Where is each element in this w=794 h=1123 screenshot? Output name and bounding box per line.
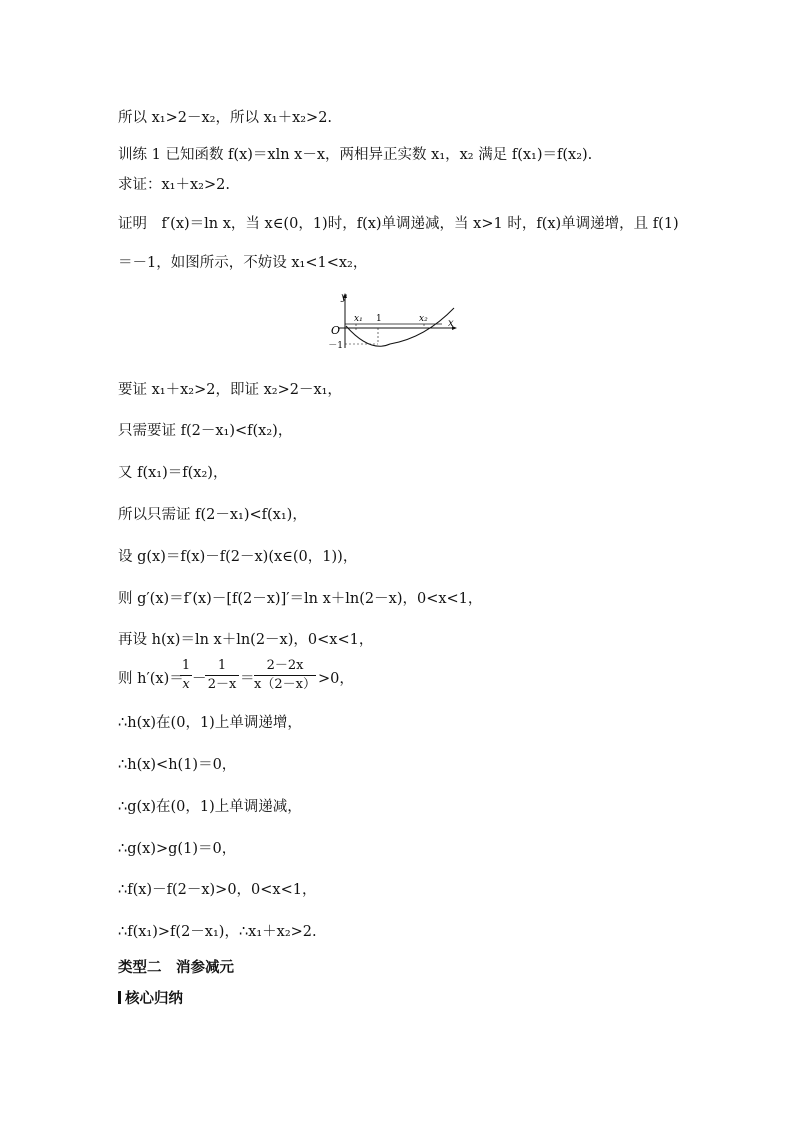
proof-line-12: ∴h(x)<h(1)＝0， — [118, 757, 237, 773]
x-axis-label: x — [448, 318, 454, 329]
proof-line-1: 证明 f′(x)＝ln x，当 x∈(0，1)时，f(x)单调递减，当 x>1 时，f(x)单调递增，且 f(1) — [118, 216, 679, 232]
proof-line-11: ∴h(x)在(0，1)上单调递增， — [118, 715, 302, 731]
proof-line-2: ＝－1，如图所示，不妨设 x₁<1<x₂， — [118, 255, 368, 271]
x2-label: x₂ — [419, 314, 428, 324]
proof-line-8: 则 g′(x)＝f′(x)－[f(2－x)]′＝ln x＋ln(2－x)，0<x<1， — [118, 591, 483, 607]
proof-line-7: 设 g(x)＝f(x)－f(2－x)(x∈(0，1))， — [118, 549, 358, 565]
proof-line-9: 再设 h(x)＝ln x＋ln(2－x)，0<x<1， — [118, 632, 374, 648]
fraction-one-over-x: 1 x — [181, 658, 191, 692]
proof-line-15: ∴f(x)－f(2－x)>0，0<x<1， — [118, 882, 317, 898]
proof-line-5: 又 f(x₁)＝f(x₂)， — [118, 465, 228, 481]
proof-line-4: 只需要证 f(2－x₁)<f(x₂)， — [118, 423, 293, 439]
fraction-combined: 2－2x x（2－x） — [254, 658, 316, 692]
proof-line-3: 要证 x₁＋x₂>2，即证 x₂>2－x₁， — [118, 382, 342, 398]
x1-label: x₁ — [354, 314, 363, 324]
one-label: 1 — [376, 314, 382, 324]
section-title: 类型二 消参减元 — [118, 960, 234, 976]
proof-line-14: ∴g(x)>g(1)＝0， — [118, 841, 237, 857]
heading-bar-icon — [118, 991, 121, 1004]
y-axis-label: y — [341, 292, 347, 303]
origin-label: O — [330, 324, 340, 337]
derivative-suffix: >0， — [318, 671, 354, 687]
proof-conclusion: ∴f(x₁)>f(2－x₁)，∴x₁＋x₂>2. — [118, 924, 317, 940]
fraction-minus: － — [192, 671, 207, 687]
section-subtitle: 核心归纳 — [118, 989, 183, 1009]
fraction-one-over-two-minus-x: 1 2－x — [205, 658, 239, 693]
exercise-goal: 求证：x₁＋x₂>2. — [118, 177, 230, 193]
text-line-1: 所以 x₁>2－x₂，所以 x₁＋x₂>2. — [118, 110, 333, 126]
derivative-prefix: 则 h′(x)＝ — [118, 671, 184, 687]
proof-line-6: 所以只需证 f(2－x₁)<f(x₁)， — [118, 507, 307, 523]
neg-one-label: －1 — [328, 341, 343, 351]
exercise-statement: 训练 1 已知函数 f(x)＝xln x－x，两相异正实数 x₁，x₂ 满足 f(x₁)＝f(x₂). — [118, 147, 593, 163]
fraction-equals: ＝ — [240, 671, 255, 687]
function-graph — [330, 290, 460, 354]
proof-line-13: ∴g(x)在(0，1)上单调递减， — [118, 799, 302, 815]
